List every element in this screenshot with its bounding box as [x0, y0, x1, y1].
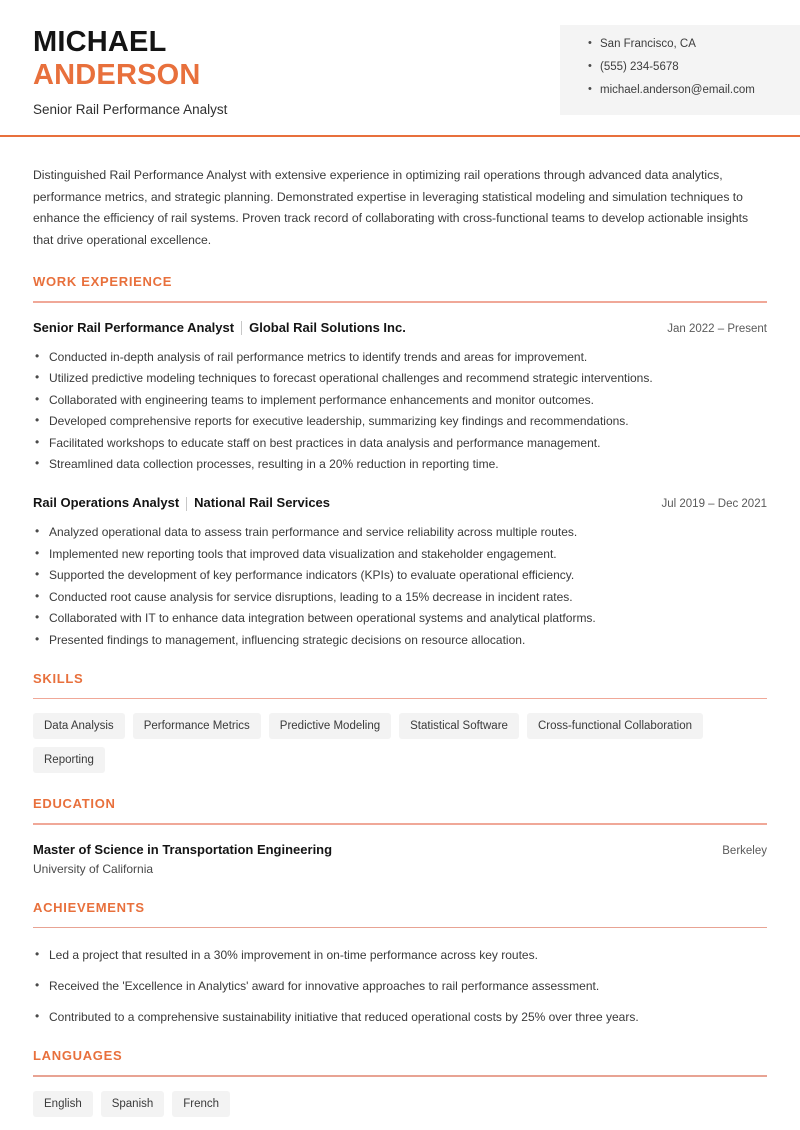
first-name: MICHAEL [33, 26, 167, 58]
skill-chip: Performance Metrics [133, 713, 261, 739]
contact-item-email [588, 83, 800, 97]
experience-heading [33, 319, 406, 336]
education-location: Berkeley [722, 844, 767, 857]
separator-pipe-icon [186, 497, 187, 511]
experience-role: Senior Rail Performance Analyst [33, 319, 235, 335]
experience-entry [33, 319, 767, 473]
section-work-experience [33, 274, 767, 648]
skill-chip: Predictive Modeling [269, 713, 391, 739]
professional-summary: Distinguished Rail Performance Analyst with extensive experience in optimizing rail operations through advanced data analytics, performance metrics, and strategic planning. Demonstrated expertise in leveraging statistical modeling and simulation techniques to enhance the efficiency of rail systems. Proven track record of collaborating with cross-functional teams to develop actionable insights that drive operational excellence. [33, 168, 749, 247]
experience-bullet-list [33, 524, 767, 648]
experience-bullet: • Conducted root cause analysis for service disruptions, leading to a 15% decrease in incident rates. [33, 589, 767, 605]
experience-bullet: • Implemented new reporting tools that improved data visualization and stakeholder engagement. [33, 546, 767, 562]
section-title-skills: SKILLS [33, 670, 84, 686]
experience-bullet: • Streamlined data collection processes, resulting in a 20% reduction in reporting time. [33, 456, 767, 472]
section-divider-languages [33, 1075, 767, 1077]
skill-chip: Data Analysis [33, 713, 125, 739]
education-degree: Master of Science in Transportation Engineering [33, 841, 333, 857]
experience-bullet: • Supported the development of key performance indicators (KPIs) to evaluate operational efficiency. [33, 567, 767, 583]
experience-company: National Rail Services [194, 495, 331, 510]
achievement-bullet: • Received the 'Excellence in Analytics' award for innovative approaches to rail performance assessment. [33, 978, 767, 994]
experience-date-range: Jan 2022 – Present [667, 322, 767, 335]
language-chip: French [172, 1091, 230, 1117]
achievements-bullet-list [33, 947, 767, 1025]
experience-heading [33, 494, 330, 511]
achievement-bullet: • Contributed to a comprehensive sustainability initiative that reduced operational costs by 25% over three years. [33, 1009, 767, 1025]
contact-phone-text: (555) 234-5678 [600, 61, 679, 73]
contact-item-location [588, 37, 800, 51]
name-block [33, 26, 227, 118]
experience-bullet: • Conducted in-depth analysis of rail performance metrics to identify trends and areas for improvement. [33, 349, 767, 365]
section-languages [33, 1048, 767, 1117]
section-title-education: EDUCATION [33, 796, 116, 811]
contact-email-text: michael.anderson@email.com [600, 84, 755, 96]
skill-chip: Reporting [33, 747, 105, 773]
professional-title: Senior Rail Performance Analyst [33, 102, 228, 117]
language-chip: English [33, 1091, 93, 1117]
section-divider-achievements [33, 927, 767, 929]
experience-header [33, 319, 767, 338]
experience-entry [33, 494, 767, 648]
contact-item-phone [588, 60, 800, 74]
achievement-bullet: • Led a project that resulted in a 30% improvement in on-time performance across key routes. [33, 947, 767, 963]
section-achievements [33, 900, 767, 1026]
contact-location-text: San Francisco, CA [600, 38, 696, 50]
experience-date-range: Jul 2019 – Dec 2021 [661, 498, 767, 510]
education-school: University of California [33, 861, 154, 876]
language-chip: Spanish [101, 1091, 165, 1117]
contact-info-box [560, 25, 800, 115]
experience-bullet: • Collaborated with engineering teams to implement performance enhancements and monitor outcomes. [33, 392, 767, 408]
last-name: ANDERSON [33, 59, 201, 91]
header-divider [0, 135, 800, 137]
experience-company: Global Rail Solutions Inc. [249, 319, 406, 335]
education-entry [33, 841, 767, 877]
experience-bullet: • Utilized predictive modeling techniques to forecast operational challenges and recommend strategic interventions. [33, 370, 767, 386]
languages-chip-list [33, 1091, 433, 1117]
experience-bullet: • Analyzed operational data to assess train performance and service reliability across multiple routes. [33, 524, 767, 540]
section-divider-education [33, 823, 767, 825]
resume-header [0, 0, 800, 136]
education-header [33, 841, 767, 858]
skill-chip: Statistical Software [399, 713, 519, 739]
section-divider-work-experience [33, 301, 767, 303]
experience-header [33, 494, 767, 513]
experience-bullet: • Facilitated workshops to educate staff on best practices in data analysis and performance management. [33, 435, 767, 451]
section-title-achievements: ACHIEVEMENTS [33, 899, 145, 915]
separator-pipe-icon [241, 321, 242, 335]
resume-body [0, 165, 800, 1117]
experience-bullet-list [33, 349, 767, 473]
experience-role: Rail Operations Analyst [33, 495, 180, 510]
experience-bullet: • Collaborated with IT to enhance data integration between operational systems and analytical platforms. [33, 610, 767, 626]
section-title-languages: LANGUAGES [33, 1048, 123, 1063]
experience-bullet: • Developed comprehensive reports for executive leadership, summarizing key findings and recommendations. [33, 413, 767, 429]
skills-chip-list [33, 713, 733, 773]
skill-chip: Cross-functional Collaboration [527, 713, 703, 739]
experience-bullet: • Presented findings to management, influencing strategic decisions on resource allocation. [33, 632, 767, 648]
section-education [33, 796, 767, 877]
section-skills [33, 671, 767, 774]
section-divider-skills [33, 698, 767, 700]
section-title-work-experience: WORK EXPERIENCE [33, 274, 173, 289]
